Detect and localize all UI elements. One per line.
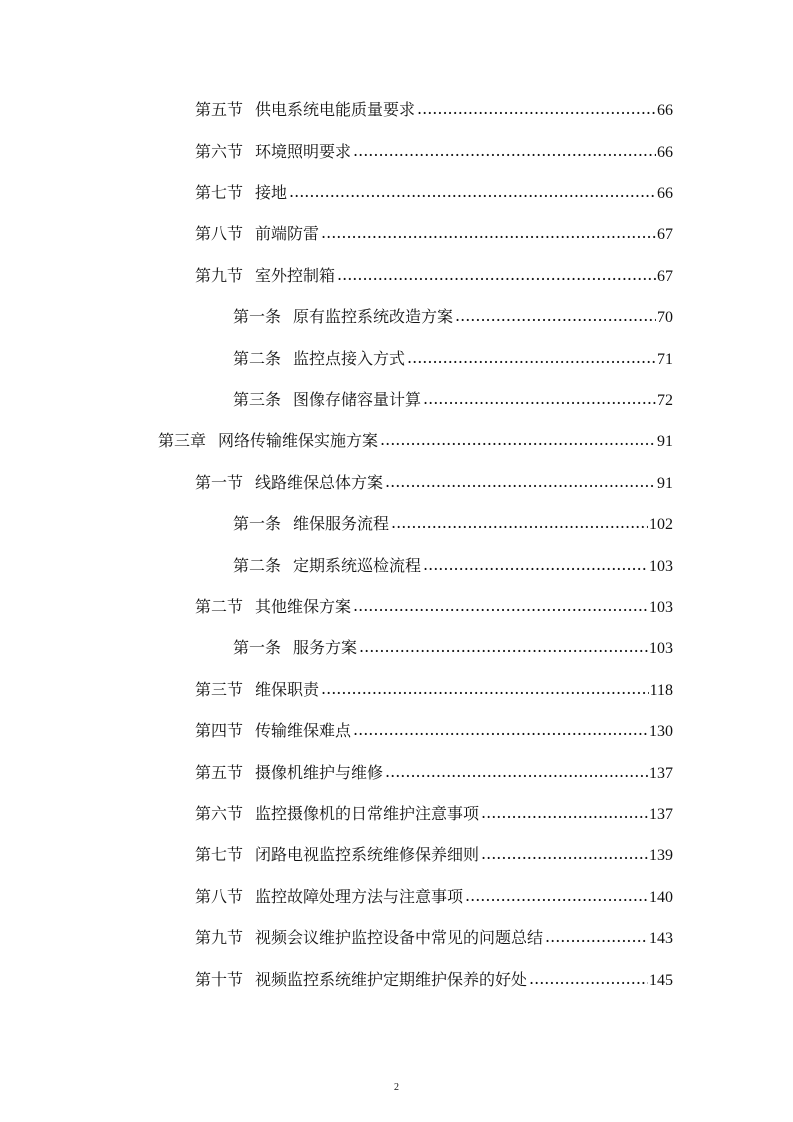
toc-entry-page: 130 [649, 723, 673, 740]
toc-entry[interactable] [233, 347, 673, 371]
toc-entry-page: 103 [649, 599, 673, 616]
dot-leader [423, 387, 656, 411]
dot-leader [465, 884, 648, 908]
dot-leader [380, 428, 656, 452]
toc-entry-page: 103 [649, 558, 673, 575]
toc-entry-title: 监控摄像机的日常维护注意事项 [255, 804, 480, 823]
dot-leader [391, 511, 648, 535]
toc-entry-number: 第九节 [195, 928, 244, 947]
toc-entry-title: 视频监控系统维护定期维护保养的好处 [255, 970, 528, 989]
toc-entry-title: 前端防雷 [255, 224, 320, 243]
toc-entry[interactable] [195, 471, 673, 495]
toc-entry-page: 140 [649, 889, 673, 906]
dot-leader [337, 263, 656, 287]
toc-entry-number: 第二条 [233, 556, 282, 575]
toc-entry-page: 91 [657, 475, 673, 492]
toc-entry-number: 第一条 [233, 514, 282, 533]
toc-entry-title: 传输维保难点 [255, 721, 352, 740]
toc-entry[interactable] [233, 388, 673, 412]
toc-entry-number: 第六节 [195, 142, 244, 161]
toc-entry-number: 第四节 [195, 721, 244, 740]
dot-leader [321, 221, 656, 245]
toc-entry-page: 137 [649, 765, 673, 782]
dot-leader [353, 594, 648, 618]
toc-entry-number: 第七节 [195, 845, 244, 864]
dot-leader [359, 635, 648, 659]
toc-entry-number: 第二条 [233, 349, 282, 368]
dot-leader [423, 553, 648, 577]
toc-entry[interactable] [158, 429, 673, 453]
dot-leader [385, 470, 656, 494]
toc-entry[interactable] [195, 98, 673, 122]
toc-entry-title: 闭路电视监控系统维修保养细则 [255, 845, 480, 864]
toc-entry[interactable] [195, 843, 673, 867]
toc-entry[interactable] [195, 802, 673, 826]
toc-entry-number: 第九节 [195, 266, 244, 285]
toc-entry-title: 摄像机维护与维修 [255, 763, 384, 782]
dot-leader [353, 139, 656, 163]
toc-entry-title: 维保职责 [255, 680, 320, 699]
toc-entry-title: 视频会议维护监控设备中常见的问题总结 [255, 928, 544, 947]
dot-leader [529, 967, 648, 991]
toc-entry-number: 第七节 [195, 183, 244, 202]
toc-entry[interactable] [195, 181, 673, 205]
toc-entry-page: 139 [649, 847, 673, 864]
dot-leader [481, 842, 648, 866]
toc-entry-page: 72 [657, 392, 673, 409]
dot-leader [417, 97, 656, 121]
dot-leader [407, 346, 656, 370]
toc-entry-page: 66 [657, 185, 673, 202]
page-number: 2 [394, 1082, 399, 1093]
dot-leader [481, 801, 648, 825]
toc-entry-page: 91 [657, 433, 673, 450]
toc-entry-title: 监控点接入方式 [293, 349, 406, 368]
toc-entry-page: 143 [649, 930, 673, 947]
toc-entry-number: 第一条 [233, 307, 282, 326]
toc-entry-title: 监控故障处理方法与注意事项 [255, 887, 464, 906]
toc-entry-page: 103 [649, 640, 673, 657]
toc-entry-number: 第八节 [195, 887, 244, 906]
toc-entry-number: 第八节 [195, 224, 244, 243]
toc-entry-title: 网络传输维保实施方案 [218, 431, 379, 450]
toc-entry-page: 66 [657, 102, 673, 119]
toc-entry-title: 环境照明要求 [255, 142, 352, 161]
toc-entry-title: 维保服务流程 [293, 514, 390, 533]
dot-leader [385, 760, 648, 784]
toc-entry-title: 室外控制箱 [255, 266, 336, 285]
toc-entry-number: 第一节 [195, 473, 244, 492]
toc-entry-title: 原有监控系统改造方案 [293, 307, 454, 326]
toc-entry-number: 第三章 [158, 431, 207, 450]
toc-entry[interactable] [195, 761, 673, 785]
toc-entry-number: 第五节 [195, 100, 244, 119]
toc-entry[interactable] [195, 678, 673, 702]
toc-entry-page: 70 [657, 309, 673, 326]
toc-entry-number: 第六节 [195, 804, 244, 823]
toc-entry[interactable] [195, 926, 673, 950]
toc-entry-number: 第十节 [195, 970, 244, 989]
toc-entry-page: 67 [657, 268, 673, 285]
toc-entry[interactable] [233, 554, 673, 578]
toc-entry[interactable] [195, 140, 673, 164]
toc-entry[interactable] [195, 885, 673, 909]
toc-entry-page: 66 [657, 144, 673, 161]
toc-entry-page: 102 [649, 516, 673, 533]
dot-leader [353, 718, 648, 742]
toc-entry[interactable] [233, 305, 673, 329]
toc-entry-number: 第三节 [195, 680, 244, 699]
toc-entry-title: 图像存储容量计算 [293, 390, 422, 409]
toc-entry[interactable] [233, 636, 673, 660]
toc-entry-page: 145 [649, 972, 673, 989]
dot-leader [455, 304, 656, 328]
dot-leader [289, 180, 656, 204]
toc-entry-title: 服务方案 [293, 638, 358, 657]
toc-entry[interactable] [195, 264, 673, 288]
toc-entry-page: 118 [649, 682, 673, 699]
dot-leader [545, 925, 648, 949]
dot-leader [321, 677, 649, 701]
toc-entry-title: 其他维保方案 [255, 597, 352, 616]
toc-entry[interactable] [195, 222, 673, 246]
toc-entry[interactable] [195, 719, 673, 743]
toc-entry-title: 定期系统巡检流程 [293, 556, 422, 575]
toc-entry[interactable] [233, 512, 673, 536]
toc-entry-page: 137 [649, 806, 673, 823]
toc-entry[interactable] [195, 595, 673, 619]
toc-entry-number: 第一条 [233, 638, 282, 657]
toc-entry[interactable] [195, 968, 673, 992]
toc-entry-number: 第二节 [195, 597, 244, 616]
toc-entry-title: 线路维保总体方案 [255, 473, 384, 492]
toc-entry-page: 67 [657, 226, 673, 243]
toc-entry-title: 供电系统电能质量要求 [255, 100, 416, 119]
toc-entry-number: 第五节 [195, 763, 244, 782]
toc-entry-page: 71 [657, 351, 673, 368]
toc-entry-number: 第三条 [233, 390, 282, 409]
toc-entry-title: 接地 [255, 183, 288, 202]
